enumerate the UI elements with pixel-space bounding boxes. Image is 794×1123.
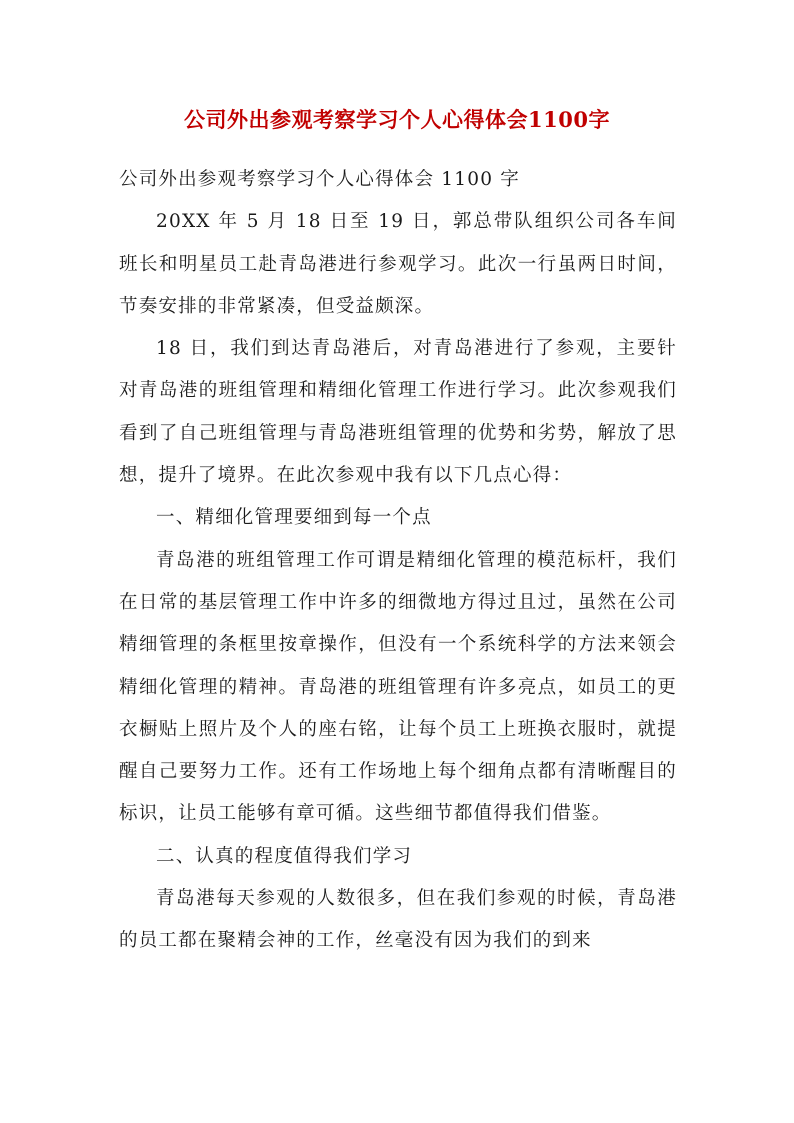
document-title: 公司外出参观考察学习个人心得体会1100字	[184, 107, 610, 132]
section-heading: 一、精细化管理要细到每一个点	[156, 507, 432, 529]
paragraph: 20XX 年 5 月 18 日至 19 日，郭总带队组织公司各车间班长和明星员工赴青岛港进行参观学习。此次一行虽两日时间，节奏安排的非常紧凑，但受益颇深。	[119, 211, 677, 317]
subtitle-paragraph: 公司外出参观考察学习个人心得体会 1100 字	[119, 169, 520, 190]
paragraph: 18 日，我们到达青岛港后，对青岛港进行了参观，主要针对青岛港的班组管理和精细化管理工作进行学习。此次参观我们看到了自己班组管理与青岛港班组管理的优势和劣势，解放了思想，提升了境界。在此次参观中我有以下几点心得：	[119, 338, 677, 487]
paragraph: 青岛港每天参观的人数很多，但在我们参观的时候，青岛港的员工都在聚精会神的工作，丝毫没有因为我们的到来	[119, 888, 677, 952]
paragraph: 青岛港的班组管理工作可谓是精细化管理的模范标杆，我们在日常的基层管理工作中许多的细微地方得过且过，虽然在公司精细管理的条框里按章操作，但没有一个系统科学的方法来领会精细化管理的精神。青岛港的班组管理有许多亮点，如员工的更衣橱贴上照片及个人的座右铭，让每个员工上班换衣服时，就提醒自己要努力工作。还有工作场地上每个细角点都有清晰醒目的标识，让员工能够有章可循。这些细节都值得我们借鉴。	[119, 549, 677, 825]
section-heading: 二、认真的程度值得我们学习	[156, 845, 413, 867]
document-body	[119, 159, 677, 963]
